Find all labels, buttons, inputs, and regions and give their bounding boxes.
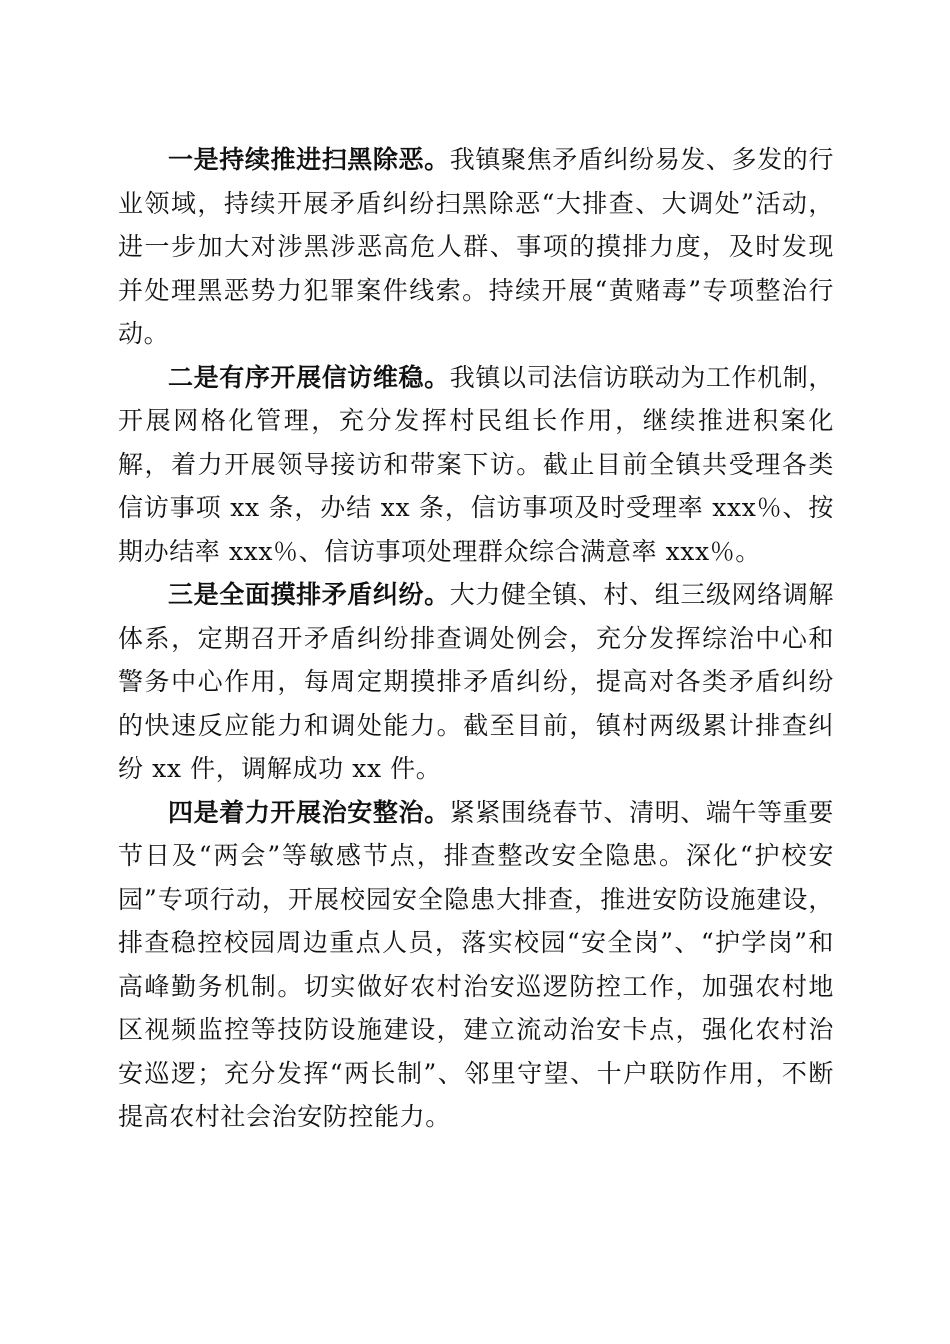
paragraph-3-heading: 三是全面摸排矛盾纠纷。 bbox=[168, 580, 450, 609]
paragraph-1-body: 我镇聚焦矛盾纠纷易发、多发的行业领域，持续开展矛盾纠纷扫黑除恶“大排查、大调处”活动，进一步加大对涉黑涉恶高危人群、事项的摸排力度，及时发现并处理黑恶势力犯罪案件线索。持续开展“黄赌毒”专项整治行动。 bbox=[118, 145, 834, 348]
paragraph-3 bbox=[118, 573, 834, 791]
paragraph-4-heading: 四是着力开展治安整治。 bbox=[168, 797, 450, 827]
paragraph-2 bbox=[118, 356, 834, 574]
paragraph-2-heading: 二是有序开展信访维稳。 bbox=[168, 362, 450, 392]
paragraph-2-body: 我镇以司法信访联动为工作机制，开展网格化管理，充分发挥村民组长作用，继续推进积案化解，着力开展领导接访和带案下访。截止目前全镇共受理各类信访事项 xx 条，办结 xx 条，信访事项及时受理率 xxx％、按期办结率 xxx％、信访事项处理群众综合满意率 xxx％。 bbox=[118, 362, 834, 566]
paragraph-1 bbox=[118, 138, 834, 356]
paragraph-4 bbox=[118, 791, 834, 1139]
document-page bbox=[118, 138, 834, 1139]
paragraph-3-body: 大力健全镇、村、组三级网络调解体系，定期召开矛盾纠纷排查调处例会，充分发挥综治中心和警务中心作用，每周定期摸排矛盾纠纷，提高对各类矛盾纠纷的快速反应能力和调处能力。截至目前，镇村两级累计排查纠纷 xx 件，调解成功 xx 件。 bbox=[118, 580, 834, 783]
paragraph-4-body: 紧紧围绕春节、清明、端午等重要节日及“两会”等敏感节点，排查整改安全隐患。深化“护校安园”专项行动，开展校园安全隐患大排查，推进安防设施建设，排查稳控校园周边重点人员，落实校园“安全岗”、“护学岗”和高峰勤务机制。切实做好农村治安巡逻防控工作，加强农村地区视频监控等技防设施建设，建立流动治安卡点，强化农村治安巡逻；充分发挥“两长制”、邻里守望、十户联防作用，不断提高农村社会治安防控能力。 bbox=[118, 797, 834, 1131]
paragraph-1-heading: 一是持续推进扫黑除恶。 bbox=[168, 145, 450, 174]
